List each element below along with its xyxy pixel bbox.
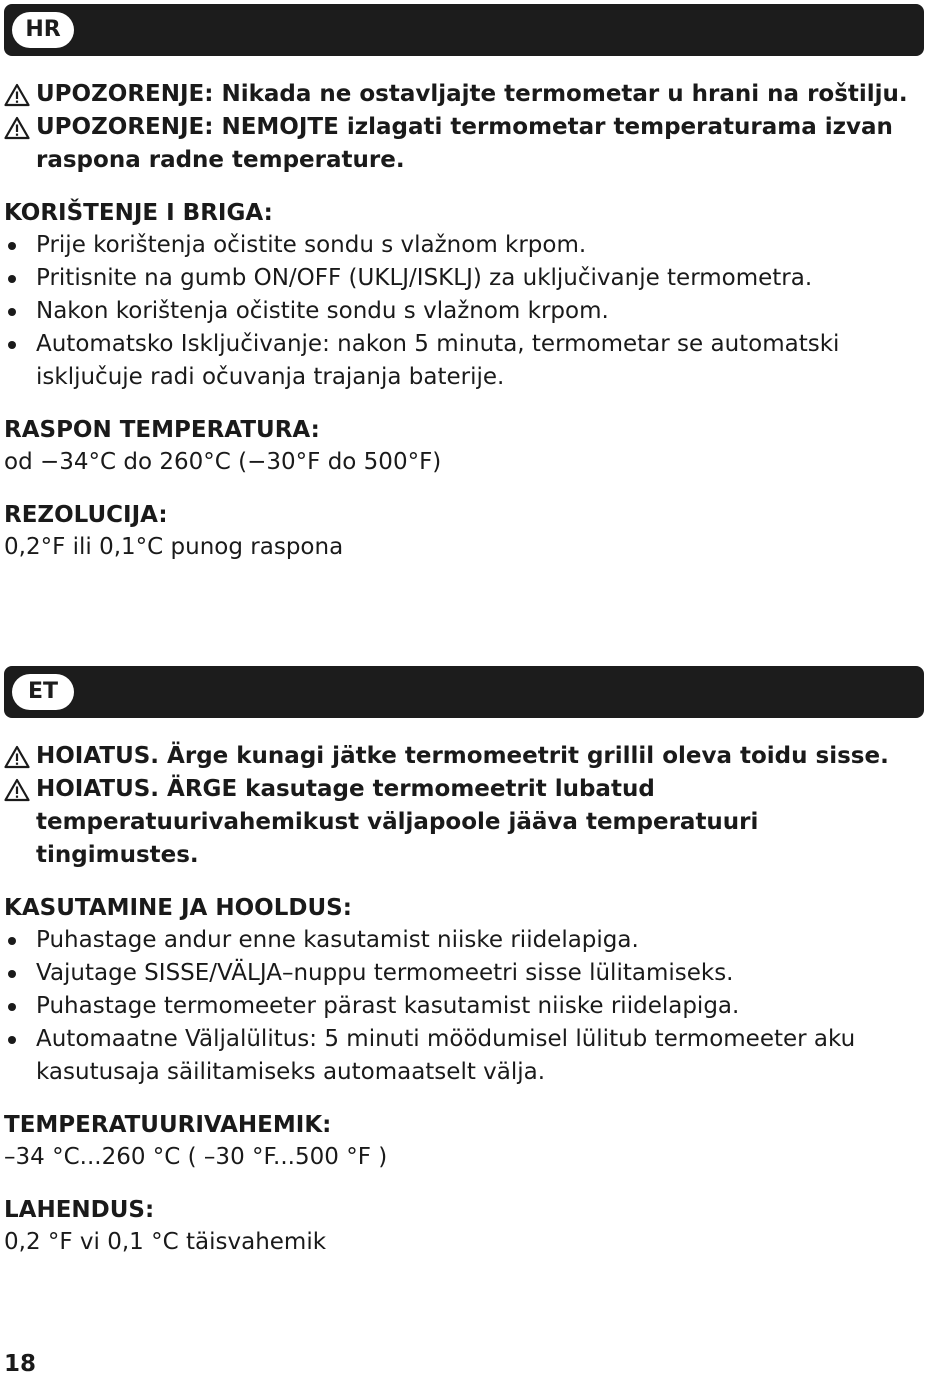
list-item: Automaatne Väljalülitus: 5 minuti möödumisel lülitub termomeeter aku kasutusaja säilitamiseks automaatselt välja. xyxy=(4,1023,924,1089)
bullet-icon xyxy=(4,295,36,328)
resolution-heading: REZOLUCIJA: xyxy=(4,502,168,528)
warning-item xyxy=(4,111,924,177)
list-item: Vajutage SISSE/VÄLJA–nuppu termomeetri sisse lülitamiseks. xyxy=(4,957,924,990)
bullet-icon xyxy=(4,229,36,262)
resolution-text: 0,2 °F vi 0,1 °C täisvahemik xyxy=(4,1229,327,1255)
list-item: Automatsko Isključivanje: nakon 5 minuta, termometar se automatski isključuje radi očuvanja trajanja baterije. xyxy=(4,328,924,394)
page-number: 18 xyxy=(4,1351,37,1377)
bullet-icon xyxy=(4,1023,36,1089)
bullet-icon xyxy=(4,924,36,957)
language-badge: ET xyxy=(12,674,74,710)
bullet-icon xyxy=(4,957,36,990)
language-badge: HR xyxy=(12,12,74,48)
resolution-text: 0,2°F ili 0,1°C punog raspona xyxy=(4,534,344,560)
warning-text: UPOZORENJE: NEMOJTE izlagati termometar temperaturama izvan raspona radne temperature. xyxy=(36,114,893,173)
use-care-list xyxy=(4,924,924,1089)
temperature-range-text: –34 °C...260 °C ( –30 °F...500 °F ) xyxy=(4,1144,388,1170)
temperature-range-heading: RASPON TEMPERATURA: xyxy=(4,417,320,443)
warnings-list xyxy=(4,78,924,177)
language-header-bar xyxy=(4,4,924,56)
temperature-range-heading: TEMPERATUURIVAHEMIK: xyxy=(4,1112,332,1138)
list-item: Puhastage termomeeter pärast kasutamist niiske riidelapiga. xyxy=(4,990,924,1023)
bullet-icon xyxy=(4,990,36,1023)
bullet-icon xyxy=(4,328,36,394)
warning-text: HOIATUS. Ärge kunagi jätke termomeetrit grillil oleva toidu sisse. xyxy=(36,743,889,769)
warning-text: HOIATUS. ÄRGE kasutage termomeetrit lubatud temperatuurivahemikust väljapoole jääva temperatuuri tingimustes. xyxy=(36,776,759,868)
resolution-heading: LAHENDUS: xyxy=(4,1197,155,1223)
warning-text: UPOZORENJE: Nikada ne ostavljajte termometar u hrani na roštilju. xyxy=(36,81,908,107)
section-hr xyxy=(4,4,924,564)
warning-triangle-icon xyxy=(4,773,36,806)
use-care-heading: KORIŠTENJE I BRIGA: xyxy=(4,200,273,226)
use-care-list xyxy=(4,229,924,394)
list-item: Pritisnite na gumb ON/OFF (UKLJ/ISKLJ) za uključivanje termometra. xyxy=(4,262,924,295)
bullet-icon xyxy=(4,262,36,295)
use-care-heading: KASUTAMINE JA HOOLDUS: xyxy=(4,895,352,921)
list-item: Puhastage andur enne kasutamist niiske riidelapiga. xyxy=(4,924,924,957)
temperature-range-text: od −34°C do 260°C (−30°F do 500°F) xyxy=(4,449,442,475)
warning-triangle-icon xyxy=(4,78,36,111)
list-item: Prije korištenja očistite sondu s vlažnom krpom. xyxy=(4,229,924,262)
warning-item xyxy=(4,773,924,872)
warning-triangle-icon xyxy=(4,111,36,144)
section-et xyxy=(4,666,924,1259)
language-header-bar xyxy=(4,666,924,718)
warning-item xyxy=(4,740,924,773)
warnings-list xyxy=(4,740,924,872)
list-item: Nakon korištenja očistite sondu s vlažnom krpom. xyxy=(4,295,924,328)
warning-item xyxy=(4,78,924,111)
warning-triangle-icon xyxy=(4,740,36,773)
